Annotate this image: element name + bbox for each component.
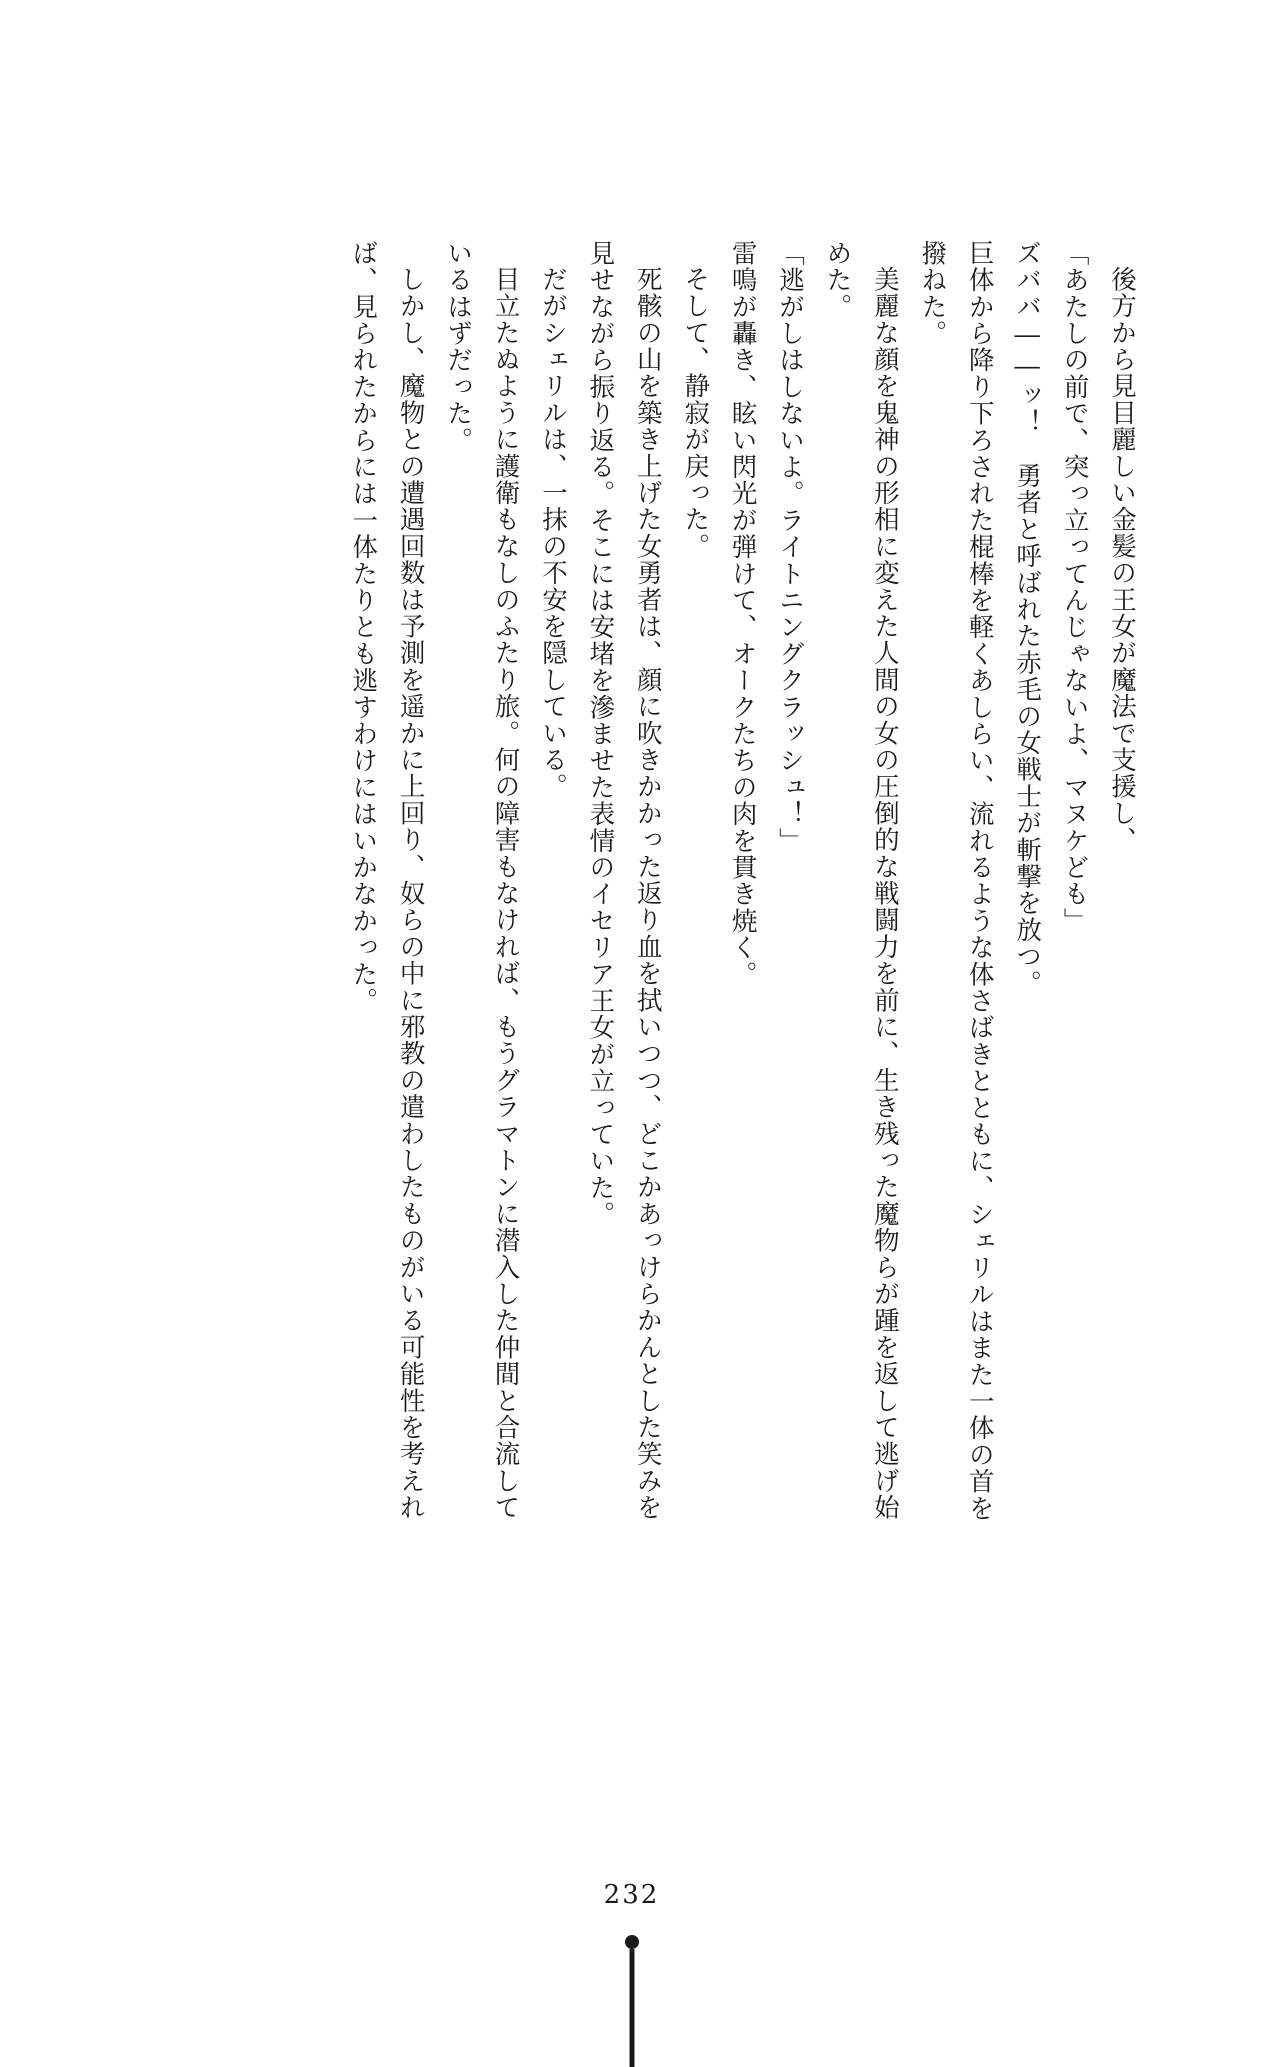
footer-dot-ornament <box>625 1935 639 1949</box>
paragraph: 美麗な顔を鬼神の形相に変えた人間の女の圧倒的な戦闘力を前に、生き残った魔物らが踵を返して逃げ始めた。 <box>822 240 900 1521</box>
paragraph: そして、静寂が戻った。 <box>680 266 711 560</box>
body-text-vertical <box>125 240 1145 1540</box>
paragraph: 死骸の山を築き上げた女勇者は、顔に吹きかかった返り血を拭いつつ、どこかあっけらかんとした笑みを見せながら振り返る。そこには安堵を滲ませた表情のイセリア王女が立っていた。 <box>585 240 663 1521</box>
footer-rule-ornament <box>629 1949 634 2067</box>
paragraph: 「あたしの前で、突っ立ってんじゃないよ、マヌケども」 <box>1059 240 1090 935</box>
paragraph: 雷鳴が轟き、眩い閃光が弾けて、オークたちの肉を貫き焼く。 <box>727 240 758 988</box>
paragraph: 「逃がしはしないよ。ライトニングクラッシュ！」 <box>775 240 806 855</box>
page-number: 232 <box>603 1880 660 1910</box>
paragraph: 巨体から降り下ろされた棍棒を軽くあしらい、流れるような体さばきとともに、シェリルはまた一体の首を撥ねた。 <box>917 240 995 1522</box>
paragraph: しかし、魔物との遭遇回数は予測を遥かに上回り、奴らの中に邪教の遣わしたものがいる可能性を考えれば、見られたからには一体たりとも逃すわけにはいかなかった。 <box>348 240 426 1521</box>
paragraph: だがシェリルは、一抹の不安を隠している。 <box>537 266 568 800</box>
paragraph: 後方から見目麗しい金髪の王女が魔法で支援し、 <box>1107 266 1137 854</box>
paragraph: 目立たぬように護衛もなしのふたり旅。何の障害もなければ、もうグラマトンに潜入した仲間と合流しているはずだった。 <box>443 240 521 1521</box>
paragraph: ズババ――ッ！ 勇者と呼ばれた赤毛の女戦士が斬撃を放つ。 <box>1012 240 1043 997</box>
